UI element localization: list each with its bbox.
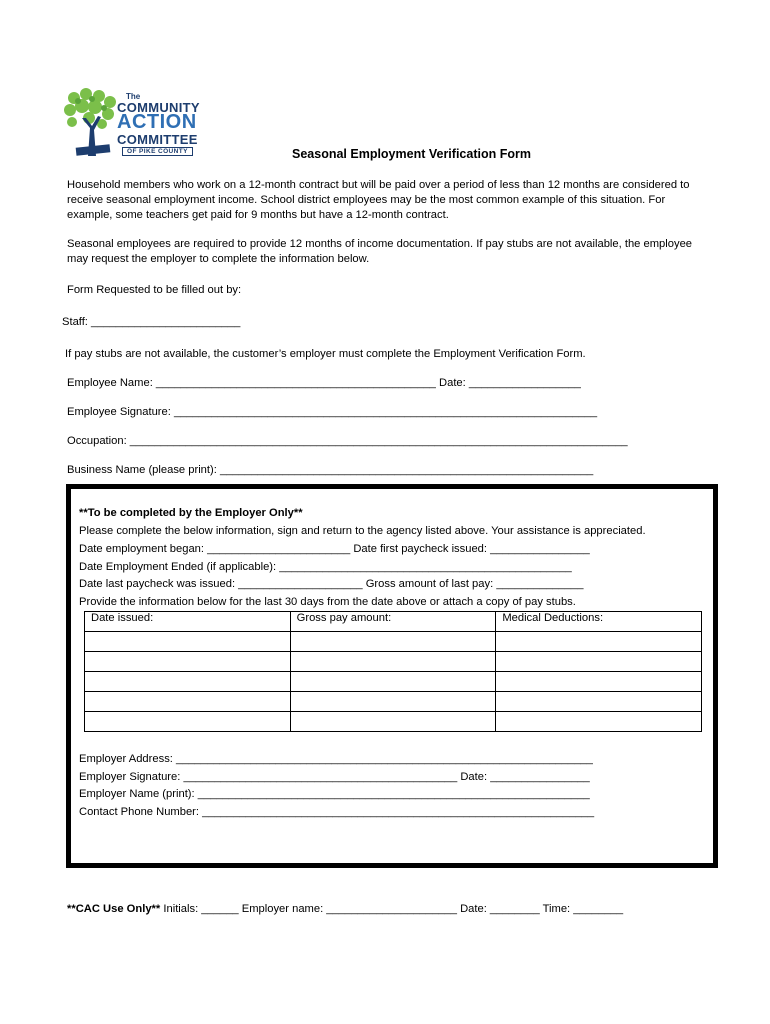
form-title: Seasonal Employment Verification Form xyxy=(292,147,531,161)
logo-the: The xyxy=(126,92,141,101)
community-action-logo xyxy=(62,88,212,160)
cac-use-only-fields[interactable]: Initials: ______ Employer name: _____________________ Date: ________ Time: ________ xyxy=(160,903,624,915)
date-employment-began-field[interactable]: Date employment began: _______________________ Date first paycheck issued: ________________ xyxy=(79,543,590,555)
table-cell[interactable] xyxy=(496,672,702,692)
table-row xyxy=(85,632,702,652)
table-cell[interactable] xyxy=(290,692,496,712)
table-cell[interactable] xyxy=(85,712,291,732)
table-cell[interactable] xyxy=(85,632,291,652)
table-cell[interactable] xyxy=(290,632,496,652)
employer-only-heading: **To be completed by the Employer Only** xyxy=(79,507,303,519)
employee-name-field[interactable]: Employee Name: _____________________________________________ Date: __________________ xyxy=(67,377,581,389)
table-cell[interactable] xyxy=(496,632,702,652)
table-cell[interactable] xyxy=(85,652,291,672)
logo-committee: COMMITTEE xyxy=(117,132,198,147)
business-name-field[interactable]: Business Name (please print): ____________________________________________________________ xyxy=(67,464,594,476)
logo-county: OF PIKE COUNTY xyxy=(122,147,193,156)
staff-field[interactable]: Staff: ________________________ xyxy=(62,316,241,328)
employer-section xyxy=(66,484,718,868)
table-cell[interactable] xyxy=(496,692,702,712)
cac-use-only-label: **CAC Use Only** xyxy=(67,903,161,915)
header-gross-pay: Gross pay amount: xyxy=(290,612,496,632)
table-cell[interactable] xyxy=(290,652,496,672)
employer-address-field[interactable]: Employer Address: ___________________________________________________________________ xyxy=(79,753,593,765)
table-cell[interactable] xyxy=(290,672,496,692)
table-cell[interactable] xyxy=(85,692,291,712)
logo-community: COMMUNITY xyxy=(117,100,200,115)
table-row xyxy=(85,712,702,732)
cac-use-only-line xyxy=(67,903,623,915)
contact-phone-field[interactable]: Contact Phone Number: _______________________________________________________________ xyxy=(79,806,595,818)
tree-icon xyxy=(62,88,122,160)
provide-info-text: Provide the information below for the last 30 days from the date above or attach a copy of pay stubs. xyxy=(79,596,576,608)
occupation-field[interactable]: Occupation: ________________________________________________________________________________ xyxy=(67,435,628,447)
employer-name-field[interactable]: Employer Name (print): _______________________________________________________________ xyxy=(79,788,590,800)
employer-signature-field[interactable]: Employer Signature: ____________________________________________ Date: ________________ xyxy=(79,771,590,783)
table-cell[interactable] xyxy=(496,652,702,672)
logo-action: ACTION xyxy=(117,111,197,133)
table-row xyxy=(85,672,702,692)
table-cell[interactable] xyxy=(85,672,291,692)
table-cell[interactable] xyxy=(290,712,496,732)
header-date-issued: Date issued: xyxy=(85,612,291,632)
employer-instructions: Please complete the below information, sign and return to the agency listed above. Your assistance is appreciated. xyxy=(79,525,646,537)
form-requested-label: Form Requested to be filled out by: xyxy=(67,284,242,296)
header-medical-deductions: Medical Deductions: xyxy=(496,612,702,632)
table-header-row xyxy=(85,612,702,632)
table-row xyxy=(85,652,702,672)
intro-paragraph-2: Seasonal employees are required to provide 12 months of income documentation. If pay stubs are not available, the employee may request the employer to complete the information below. xyxy=(67,238,693,265)
table-cell[interactable] xyxy=(496,712,702,732)
last-paycheck-field[interactable]: Date last paycheck was issued: ____________________ Gross amount of last pay: ______________ xyxy=(79,578,584,590)
intro-paragraph-1: Household members who work on a 12-month contract but will be paid over a period of less than 12 months are considered to receive seasonal employment income. School district employees may be the most common example of this situation. For example, some teachers get paid for 9 months but have a 12-month contract. xyxy=(67,179,690,221)
pay-stub-note: If pay stubs are not available, the customer’s employer must complete the Employment Verification Form. xyxy=(65,348,586,360)
table-row xyxy=(85,692,702,712)
pay-stub-table xyxy=(84,611,702,732)
employee-signature-field[interactable]: Employee Signature: ____________________________________________________________________ xyxy=(67,406,598,418)
date-employment-ended-field[interactable]: Date Employment Ended (if applicable): _______________________________________________ xyxy=(79,561,572,573)
